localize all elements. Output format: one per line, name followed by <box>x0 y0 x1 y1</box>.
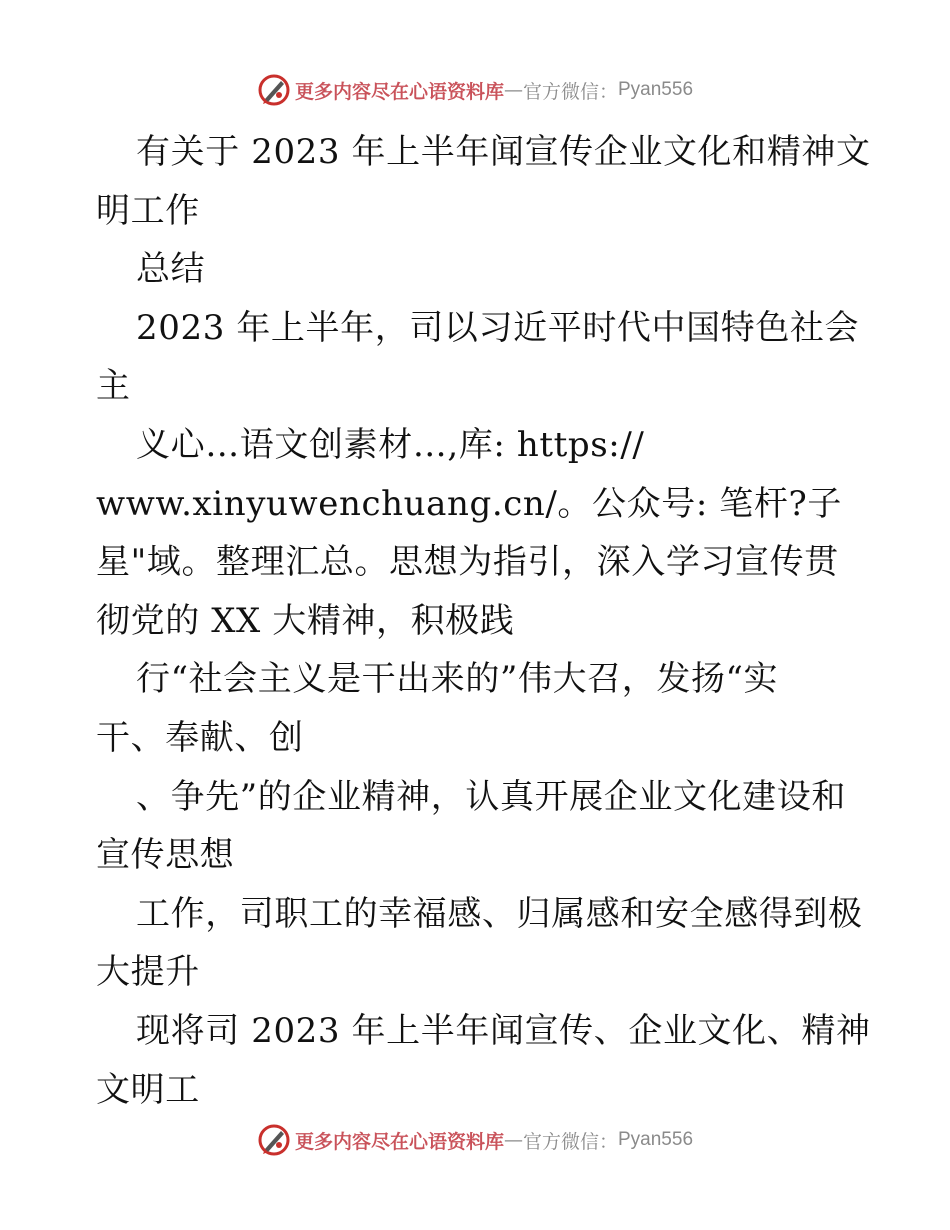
document-line: 主 <box>96 366 131 407</box>
banner-wechat-account: Pyan556 <box>618 79 694 100</box>
document-line: 宣传思想 <box>96 835 235 876</box>
document-line: 行“社会主义是干出来的”伟大召，发扬“实 <box>136 659 779 700</box>
document-line: 有关于 2023 年上半年闻宣传企业文化和精神文 <box>136 132 871 172</box>
pen-logo-icon <box>257 73 291 107</box>
document-line: 星"域。整理汇总。思想为指引，深入学习宣传贯 <box>96 542 839 583</box>
document-line: 工作，司职工的幸福感、归属感和安全感得到极 <box>136 893 863 934</box>
pen-logo-icon <box>257 1123 291 1157</box>
banner-wechat-account: Pyan556 <box>618 1129 694 1150</box>
document-line: 2023 年上半年，司以习近平时代中国特色社会 <box>136 307 860 348</box>
document-body <box>96 123 871 1119</box>
banner-wechat-label: 官方微信： <box>522 1130 618 1153</box>
document-line: 义心…语文创素材…,库: https:// <box>136 424 645 465</box>
document-line: www.xinyuwenchuang.cn/。公众号: 笔杆?子 <box>96 483 842 524</box>
header-banner <box>0 70 950 110</box>
document-line: 总结 <box>136 249 206 290</box>
document-line: 现将司 2023 年上半年闻宣传、企业文化、精神 <box>136 1010 871 1051</box>
document-line: 明工作 <box>96 190 200 231</box>
document-line: 大提升 <box>96 952 200 993</box>
footer-banner <box>0 1120 950 1160</box>
document-line: 干、奉献、创 <box>96 717 304 758</box>
document-line: 、争先”的企业精神，认真开展企业文化建设和 <box>136 776 846 817</box>
banner-slogan: 更多内容尽在心语资料库 <box>294 80 504 103</box>
document-line: 彻党的 XX 大精神，积极践 <box>96 600 515 641</box>
banner-separator: — <box>503 1129 523 1151</box>
banner-slogan: 更多内容尽在心语资料库 <box>294 1130 504 1153</box>
banner-wechat-label: 官方微信： <box>522 80 618 103</box>
document-line: 文明工 <box>96 1069 200 1110</box>
banner-separator: — <box>503 79 523 101</box>
